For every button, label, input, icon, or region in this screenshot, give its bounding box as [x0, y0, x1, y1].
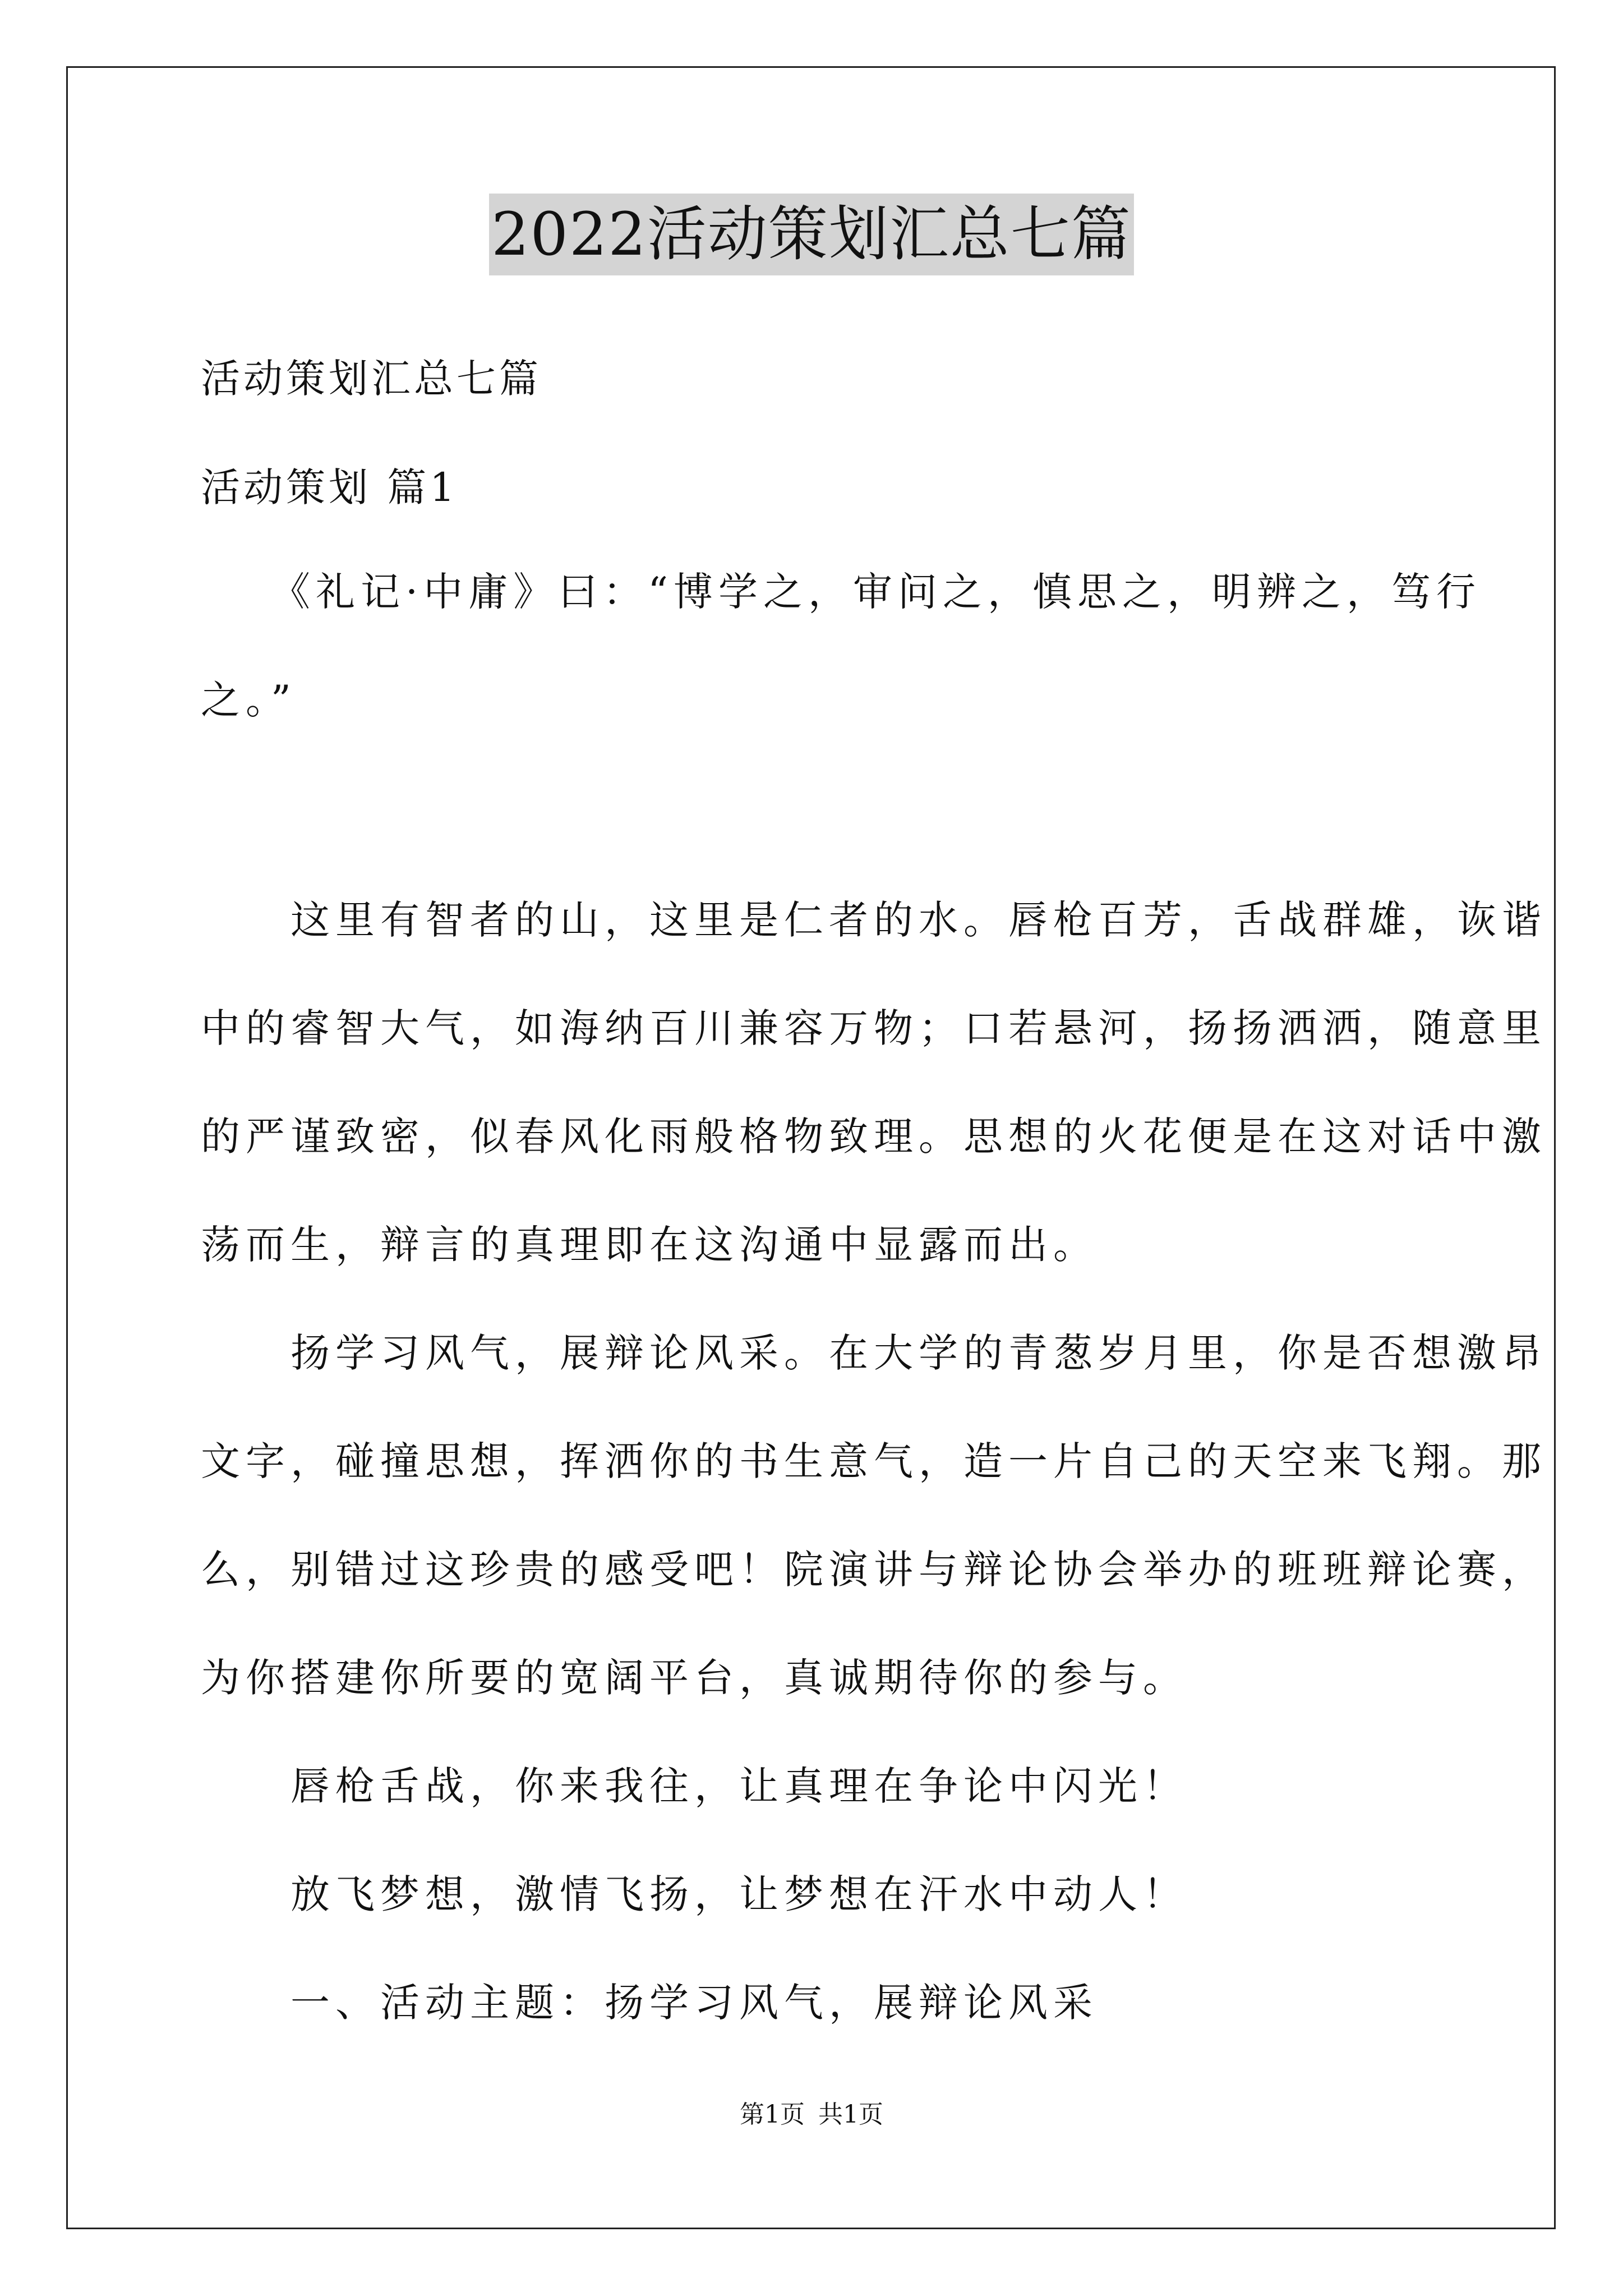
section-heading: 活动策划 篇1	[201, 464, 458, 510]
paragraph-1-line-1: 《礼记·中庸》曰：“博学之，审问之，慎思之，明辨之，笃行	[201, 569, 1482, 615]
paragraph-5-line-1: 放飞梦想，激情飞扬，让梦想在汗水中动人！	[201, 1871, 1188, 1917]
document-subtitle: 活动策划汇总七篇	[201, 356, 542, 402]
title-wrap	[0, 194, 1623, 275]
paragraph-6-line-1: 一、活动主题：扬学习风气，展辩论风采	[201, 1980, 1098, 2026]
paragraph-3-line-1: 扬学习风气，展辩论风采。在大学的青葱岁月里，你是否想激昂	[201, 1330, 1547, 1376]
paragraph-3-line-3: 么，别错过这珍贵的感受吧！院演讲与辩论协会举办的班班辩论赛，	[201, 1547, 1547, 1593]
paragraph-2-line-4: 荡而生，辩言的真理即在这沟通中显露而出。	[201, 1222, 1098, 1268]
page-footer: 第1页 共1页	[740, 2100, 883, 2129]
paragraph-2-line-3: 的严谨致密，似春风化雨般格物致理。思想的火花便是在这对话中激	[201, 1114, 1547, 1159]
paragraph-1-line-2: 之。”	[201, 677, 297, 723]
paragraph-3-line-4: 为你搭建你所要的宽阔平台，真诚期待你的参与。	[201, 1655, 1188, 1701]
paragraph-4-line-1: 唇枪舌战，你来我往，让真理在争论中闪光！	[201, 1763, 1188, 1809]
paragraph-2-line-1: 这里有智者的山，这里是仁者的水。唇枪百芳，舌战群雄，诙谐	[201, 897, 1547, 943]
paragraph-3-line-2: 文字，碰撞思想，挥洒你的书生意气，造一片自己的天空来飞翔。那	[201, 1438, 1547, 1484]
document-title: 2022活动策划汇总七篇	[489, 194, 1134, 275]
paragraph-2-line-2: 中的睿智大气，如海纳百川兼容万物；口若悬河，扬扬洒洒，随意里	[201, 1005, 1547, 1051]
